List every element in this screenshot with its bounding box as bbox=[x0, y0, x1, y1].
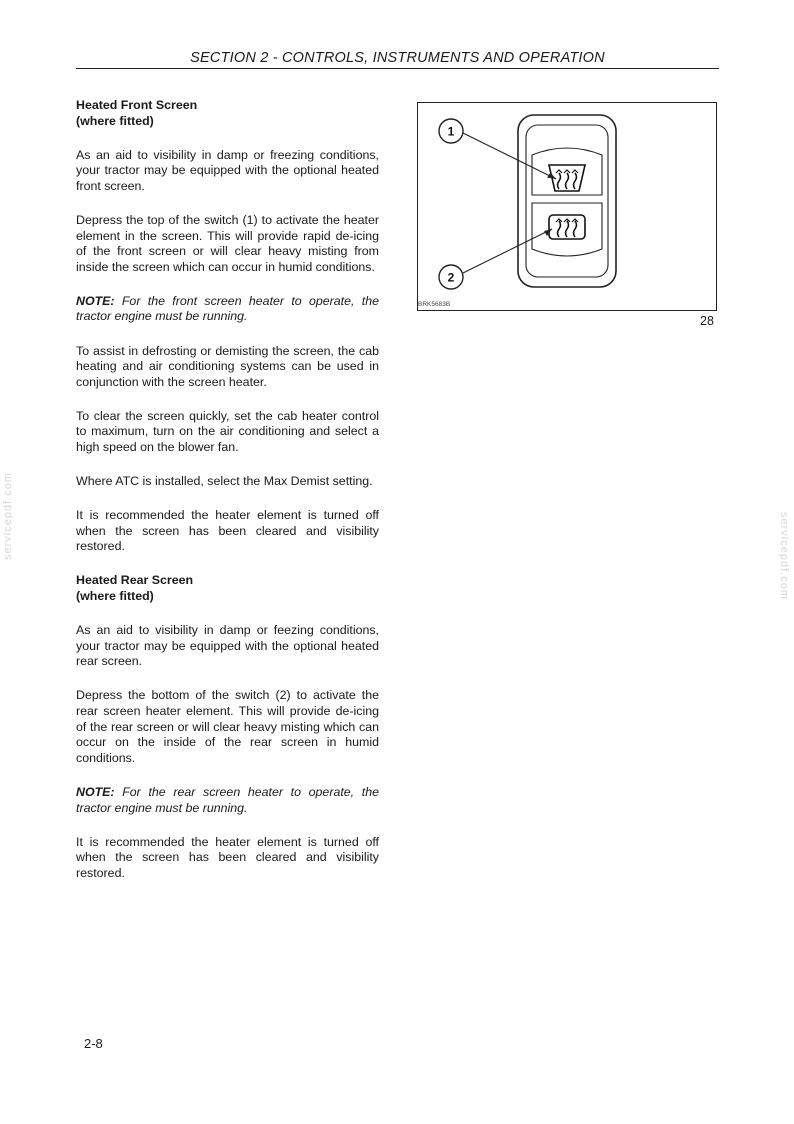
front-heading-title: Heated Front Screen bbox=[76, 98, 198, 112]
front-note-label: NOTE: bbox=[76, 293, 115, 308]
callout-1-leader bbox=[463, 133, 556, 179]
rear-paragraph-3: It is recommended the heater element is turned off when the screen has been cleared and visibility restored. bbox=[76, 834, 379, 880]
switch-figure bbox=[417, 102, 717, 311]
watermark-left: servicepdf.com bbox=[2, 472, 14, 560]
rear-note-text: For the rear screen heater to operate, the tractor engine must be running. bbox=[76, 784, 379, 815]
header-rule bbox=[76, 68, 719, 69]
front-paragraph-6: It is recommended the heater element is turned off when the screen has been cleared and visibility restored. bbox=[76, 508, 379, 554]
rear-heading-title: Heated Rear Screen bbox=[76, 573, 194, 588]
front-paragraph-4: To clear the screen quickly, set the cab heater control to maximum, turn on the air conditioning and select a high speed on the blower fan. bbox=[76, 408, 379, 454]
front-heading-sub: (where fitted) bbox=[76, 113, 154, 128]
text-column bbox=[76, 98, 379, 900]
callout-2-label: 2 bbox=[447, 270, 455, 285]
front-note bbox=[76, 294, 379, 325]
rocker-switch-illustration bbox=[418, 103, 716, 310]
figure-number: 28 bbox=[700, 314, 714, 328]
page-number: 2-8 bbox=[84, 1036, 103, 1051]
rear-heading-sub: (where fitted) bbox=[76, 589, 154, 604]
front-paragraph-2: Depress the top of the switch (1) to activate the heater element in the screen. This will provide rapid de-icing of the front screen or will clear heavy misting from inside the screen which can occur in humid conditions. bbox=[76, 212, 379, 274]
front-screen-heading bbox=[76, 98, 379, 129]
rear-paragraph-1: As an aid to visibility in damp or feezing conditions, your tractor may be equipped with the optional heated rear screen. bbox=[76, 623, 379, 669]
callout-2-arrowhead bbox=[544, 229, 552, 236]
callout-1-label: 1 bbox=[447, 124, 455, 139]
switch-bezel bbox=[518, 115, 616, 287]
front-paragraph-3: To assist in defrosting or demisting the screen, the cab heating and air conditioning systems can be used in conjunction with the screen heater. bbox=[76, 343, 379, 389]
rear-defrost-icon bbox=[549, 215, 585, 239]
section-header: SECTION 2 - CONTROLS, INSTRUMENTS AND OPERATION bbox=[190, 50, 605, 66]
rear-note-label: NOTE: bbox=[76, 784, 115, 799]
rear-screen-heading bbox=[76, 573, 379, 604]
rear-paragraph-2: Depress the bottom of the switch (2) to activate the rear screen heater element. This will provide de-icing of the rear screen or will clear heavy misting which can occur on the inside of the rear screen in humid conditions. bbox=[76, 688, 379, 765]
front-note-text: For the front screen heater to operate, the tractor engine must be running. bbox=[76, 293, 379, 324]
figure-reference-code: BRK5683B bbox=[418, 301, 451, 308]
front-paragraph-5: Where ATC is installed, select the Max Demist setting. bbox=[76, 474, 373, 489]
watermark-right: servicepdf.com bbox=[778, 512, 790, 600]
rear-note bbox=[76, 785, 379, 816]
front-paragraph-1: As an aid to visibility in damp or freezing conditions, your tractor may be equipped with the optional heated front screen. bbox=[76, 147, 379, 193]
